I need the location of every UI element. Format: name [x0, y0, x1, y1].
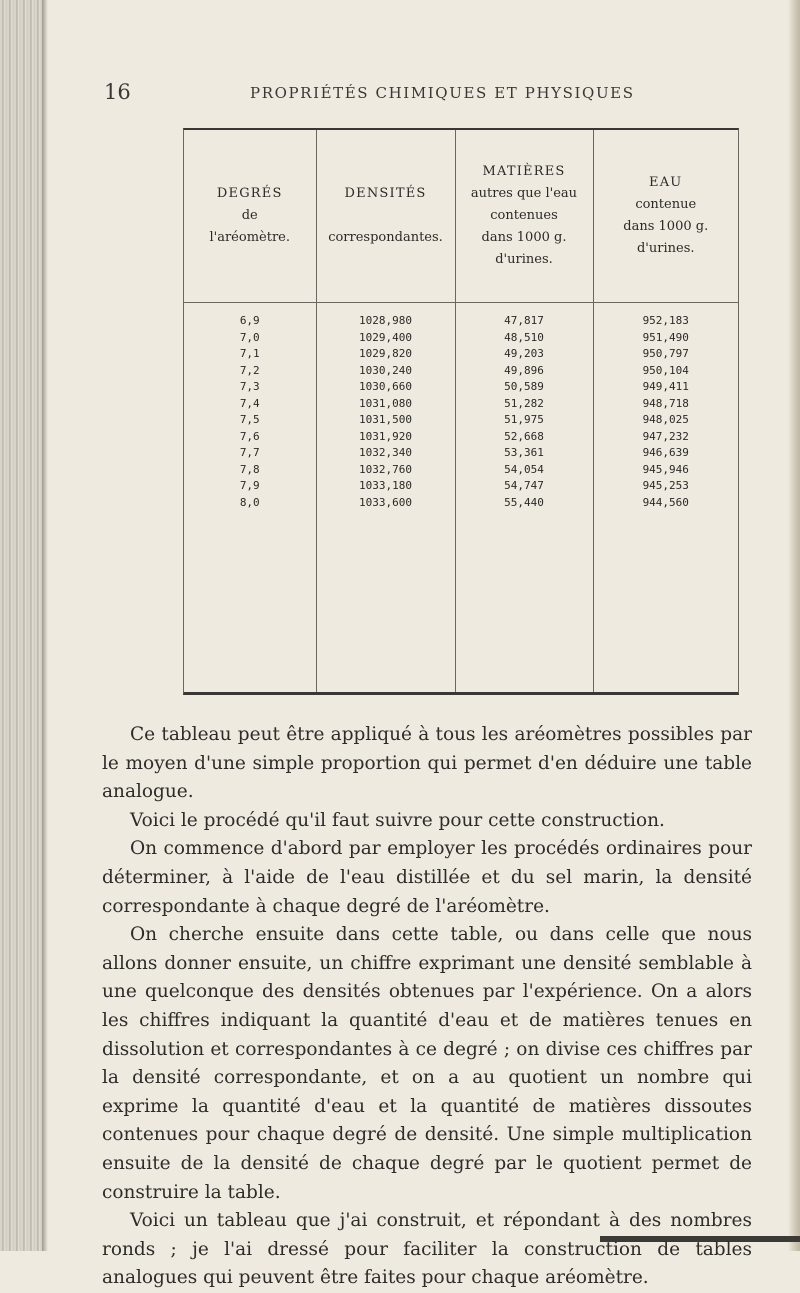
table-cell: 950,104 — [642, 363, 689, 377]
header-line: dans 1000 g. — [623, 219, 709, 234]
header-line: EAU — [649, 175, 683, 190]
table-cell: 1030,240 — [359, 363, 412, 377]
table-cell: 47,817 — [504, 314, 544, 327]
table-cell: 48,510 — [504, 330, 544, 344]
column-water — [593, 303, 738, 693]
header-line: l'aréomètre. — [209, 230, 290, 245]
table-cell: 52,668 — [504, 429, 544, 443]
header-line: dans 1000 g. — [481, 230, 567, 245]
table-cell: 1029,400 — [359, 330, 412, 344]
table-header-row — [184, 130, 738, 303]
table-cell: 1032,340 — [359, 446, 412, 459]
table-cell: 7,2 — [239, 363, 260, 377]
table-cell: 55,440 — [504, 495, 544, 509]
header-line: de — [241, 208, 258, 223]
header-line: contenue — [635, 197, 697, 212]
page-edge — [788, 0, 800, 1251]
paragraph: On cherche ensuite dans cette table, ou dans celle que nous allons donner ensuite, un chiffre exprimant une densité semblable à une quelconque des densités obtenues par l'expérience. On a alors les chiffres indiquant la quantité d'eau et de matières tenues en dissolution et correspondantes à ce degré ; on divise ces chiffres par la densité correspondante, et on a au quotient un nombre qui exprime la quantité d'eau et la quantité de matières dissoutes contenues pour chaque degré de densité. Une simple multiplication ensuite de la densité de chaque degré par le quotient permet de construire la table. — [102, 924, 752, 1203]
table-cell: 8,0 — [239, 495, 260, 509]
header-line: DENSITÉS — [344, 186, 427, 201]
table-cell: 1028,980 — [359, 314, 412, 327]
table-cell: 1031,080 — [359, 396, 412, 410]
column-header-matters — [455, 130, 593, 303]
page-header — [0, 76, 800, 106]
table-cell: 7,4 — [239, 396, 260, 410]
running-title: PROPRIÉTÉS CHIMIQUES ET PHYSIQUES — [250, 84, 635, 102]
table-cell: 1029,820 — [359, 347, 412, 360]
table-cell: 1032,760 — [359, 462, 412, 476]
table-body-row — [184, 303, 738, 693]
table-cell: 945,946 — [642, 462, 689, 476]
header-line: MATIÈRES — [482, 164, 566, 179]
paragraph: On commence d'abord par employer les procédés ordinaires pour déterminer, à l'aide de l'eau distillée et du sel marin, la densité correspondante à chaque degré de l'aréomètre. — [102, 838, 752, 917]
paragraph: Ce tableau peut être appliqué à tous les aréomètres possibles par le moyen d'une simple proportion qui permet d'en déduire une table analogue. — [102, 724, 752, 803]
table-cell: 53,361 — [504, 446, 544, 459]
table-cell: 1031,920 — [359, 429, 412, 443]
table-cell: 948,718 — [642, 396, 689, 410]
table-cell: 7,3 — [239, 380, 260, 393]
table-cell: 944,560 — [642, 495, 689, 509]
table-cell: 7,7 — [239, 446, 260, 459]
table-cell: 6,9 — [239, 314, 260, 327]
column-header-degrees — [184, 130, 316, 303]
table-cell: 945,253 — [642, 479, 689, 492]
table-cell: 49,203 — [504, 347, 544, 360]
table-cell: 51,975 — [504, 413, 544, 426]
column-densities — [316, 303, 455, 693]
book-binding-edge — [0, 0, 42, 1251]
paragraph: Voici le procédé qu'il faut suivre pour cette construction. — [130, 809, 665, 831]
column-matters — [455, 303, 593, 693]
density-table — [183, 128, 739, 695]
header-line: d'urines. — [636, 241, 695, 256]
header-line: correspondantes. — [328, 230, 443, 245]
header-line: autres que l'eau — [470, 186, 578, 201]
table-cell: 951,490 — [642, 330, 689, 344]
table-cell: 1030,660 — [359, 380, 412, 393]
table-cell: 7,6 — [239, 429, 260, 443]
table-cell: 7,0 — [239, 330, 260, 344]
table-cell: 7,8 — [239, 462, 260, 476]
table-cell: 7,5 — [239, 413, 260, 426]
table-cell: 1031,500 — [359, 413, 412, 426]
column-header-densities — [316, 130, 455, 303]
table-cell: 7,9 — [239, 479, 260, 492]
table-cell: 948,025 — [642, 413, 689, 426]
table-cell: 51,282 — [504, 396, 544, 410]
paragraph: Voici un tableau que j'ai construit, et répondant à des nombres ronds ; je l'ai dressé pour faciliter la construction de tables analogues qui peuvent être faites pour chaque aréomètre. — [102, 1210, 752, 1289]
table-cell: 54,747 — [504, 479, 544, 492]
page-number: 16 — [104, 80, 131, 104]
column-header-water — [593, 130, 738, 303]
table-cell: 947,232 — [642, 429, 689, 443]
header-line: d'urines. — [495, 252, 553, 267]
table-cell: 7,1 — [239, 347, 260, 360]
header-line: DEGRÉS — [216, 186, 283, 201]
table-cell: 950,797 — [642, 347, 689, 360]
table-cell: 949,411 — [642, 380, 689, 393]
table-cell: 1033,600 — [359, 495, 412, 509]
body-text — [102, 721, 752, 1293]
table-cell: 952,183 — [642, 314, 689, 327]
table-cell: 50,589 — [504, 380, 544, 393]
table-cell: 946,639 — [642, 446, 689, 459]
table-cell: 49,896 — [504, 363, 544, 377]
column-degrees — [184, 303, 316, 693]
table-cell: 1033,180 — [359, 479, 412, 492]
header-line: contenues — [490, 208, 558, 223]
table-cell: 54,054 — [504, 462, 544, 476]
